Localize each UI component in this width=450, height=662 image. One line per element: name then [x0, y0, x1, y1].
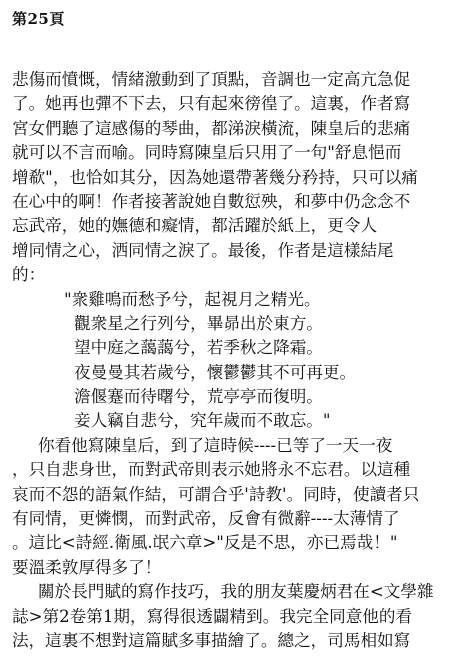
text-line: 你看他寫陳皇后，到了這時候----已等了一天一夜: [38, 435, 393, 455]
verse-line: 澹偃蹇而待曙兮，荒亭亭而復明。: [74, 387, 323, 407]
text-line: 忘武帝，她的嫵德和癡情，都活躍於紙上，更令人: [12, 216, 378, 236]
text-line: 了。她再也彈不下去，只有起來徬徨了。這裏，作者寫: [12, 94, 411, 114]
verse-line: 妾人竊自悲兮，究年歲而不敢忘。": [74, 411, 331, 431]
verse-line: 望中庭之藹藹兮，若季秋之降霜。: [74, 338, 323, 358]
verse-line: 觀衆星之行列兮，畢昴出於東方。: [74, 313, 323, 333]
text-line: 宮女們聽了這感傷的琴曲，都涕淚橫流，陳皇后的悲痛: [12, 118, 411, 138]
text-line: 法，這裏不想對這篇賦多事描繪了。總之，司馬相如寫: [12, 630, 411, 650]
text-line: 增欷"，也恰如其分，因為她還帶著幾分矜持，只可以痛: [12, 167, 418, 187]
text-line: 關於長門賦的寫作技巧，我的朋友葉慶炳君在<文學雜: [38, 582, 434, 602]
text-line: 。這比<詩經.衛風.氓六章>"反是不思，亦已焉哉！": [12, 533, 398, 553]
text-line: 的：: [12, 265, 46, 285]
text-line: 要溫柔敦厚得多了！: [12, 557, 162, 577]
verse-line: "衆雞鳴而愁予兮，起視月之精光。: [64, 289, 321, 309]
text-line: 就可以不言而喻。同時寫陳皇后只用了一句"舒息悒而: [12, 143, 402, 163]
text-line: ，只自悲身世，而對武帝則表示她將永不忘君。以這種: [12, 460, 411, 480]
body-text: [12, 68, 442, 653]
text-line: 增同情之心，洒同情之淚了。最後，作者是這樣結尾: [12, 240, 394, 260]
text-line: 有同情，更憐憫，而對武帝，反會有微辭----太薄情了: [12, 509, 400, 529]
text-line: 在心中的啊！作者接著說她自數愆殃，和夢中仍念念不: [12, 191, 411, 211]
text-line: 悲傷而憤慨，情緒激動到了頂點，音調也一定高亢急促: [12, 70, 411, 89]
verse-line: 夜曼曼其若歲兮，懷鬱鬱其不可再更。: [74, 362, 357, 382]
text-line: 哀而不怨的語氣作結，可謂合乎'詩教'。同時，使讀者只: [12, 484, 420, 504]
text-line: 誌>第2卷第1期，寫得很透闢精到。我完全同意他的看: [12, 606, 413, 626]
page-number-header: 第25頁: [12, 10, 65, 28]
